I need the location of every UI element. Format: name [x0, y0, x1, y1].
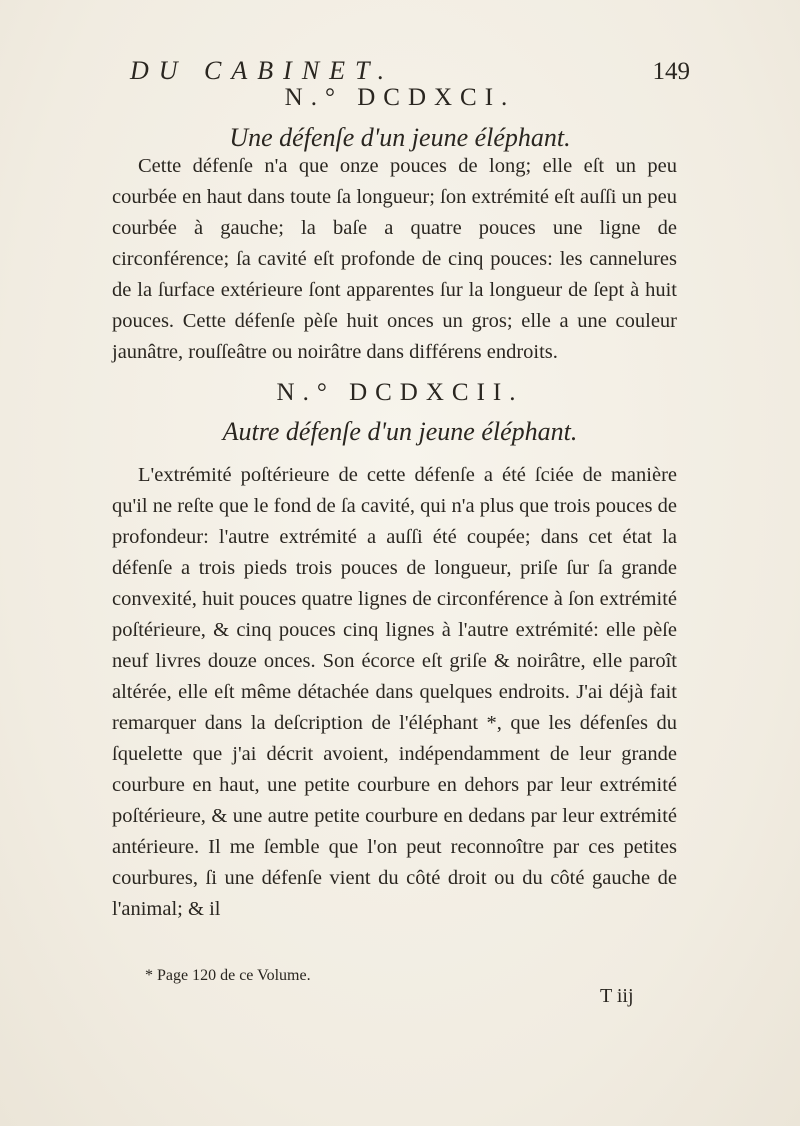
- entry-title: Autre défenſe d'un jeune éléphant.: [222, 417, 578, 446]
- entry-paragraph: Cette défenſe n'a que onze pouces de long; elle eſt un peu courbée en haut dans toute ſa longueur; ſon extrémité eſt auſſi un peu courbée à gauche; la baſe a quatre pouces une ligne de circonférence; ſa cavité eſt profonde de cinq pouces: les cannelures de la ſurface extérieure ſont apparentes ſur la longueur de ſept à huit pouces. Cette défenſe pèſe huit onces un gros; elle a une couleur jaunâtre, rouſſeâtre ou noirâtre dans différens endroits.: [112, 155, 677, 363]
- entry-title: Une défenſe d'un jeune éléphant.: [229, 123, 571, 152]
- entry-number: N.° DCDXCI.: [284, 84, 516, 111]
- printer-signature-mark: T iij: [600, 985, 634, 1007]
- footnote: * Page 120 de ce Volume.: [145, 967, 311, 984]
- entry-paragraph: L'extrémité poſtérieure de cette défenſe a été ſciée de manière qu'il ne reſte que le fond de ſa cavité, qui n'a plus que trois pouces de profondeur: l'autre extrémité a auſſi été coupée; dans cet état la défenſe a trois pieds trois pouces de longueur, priſe ſur ſa grande convexité, huit pouces quatre lignes de circonférence à ſon extrémité poſtérieure, & cinq pouces cinq lignes à l'autre extrémité: elle pèſe neuf livres douze onces. Son écorce eſt griſe & noirâtre, elle paroît altérée, elle eſt même détachée dans quelques endroits. J'ai déjà fait remarquer dans la deſcription de l'éléphant *, que les défenſes du ſquelette que j'ai décrit avoient, indépendamment de leur grande courbure en haut, une petite courbure en dehors par leur extrémité poſtérieure, & une autre petite courbure en dedans par leur extrémité antérieure. Il me ſemble que l'on peut reconnoître par ces petites courbures, ſi une défenſe vient du côté droit ou du côté gauche de l'animal; & il: [112, 464, 677, 920]
- entry-number: N.° DCDXCII.: [276, 379, 524, 406]
- page-number: 149: [652, 58, 690, 85]
- running-title: DU CABINET.: [130, 56, 395, 85]
